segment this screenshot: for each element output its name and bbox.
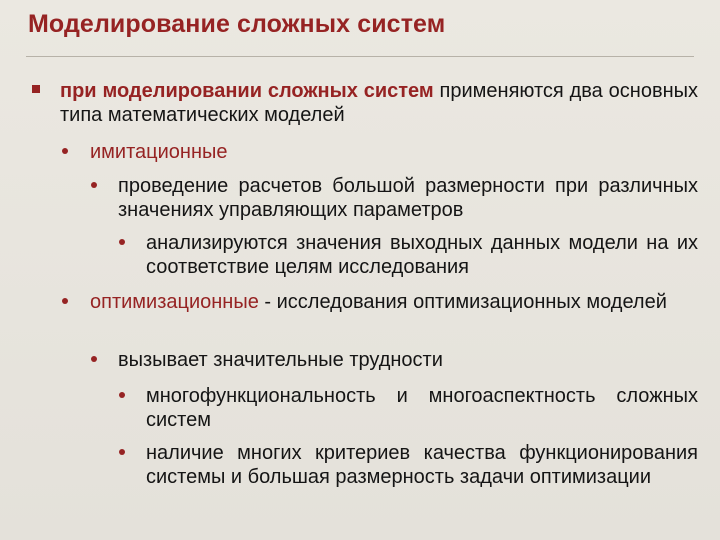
bullet-item-optimization: [90, 290, 698, 314]
dot-bullet-icon: [91, 182, 97, 188]
dot-bullet-icon: [119, 239, 125, 245]
square-bullet-icon: [32, 85, 40, 93]
separator-dash: -: [258, 291, 277, 313]
bullet-label: имитационные: [90, 141, 228, 163]
bullet-text: многофункциональность и многоаспектность сложных систем: [146, 385, 698, 431]
bullet-text: применяются два основных типа математических моделей: [60, 80, 699, 126]
bullet-text: вызывает значительные трудности: [118, 349, 443, 371]
emphasis-text: при моделировании сложных систем: [60, 80, 434, 102]
dot-bullet-icon: [62, 298, 68, 304]
slide-title: Моделирование сложных систем: [28, 10, 446, 38]
bullet-text: наличие многих критериев качества функционирования системы и большая размерность задачи оптимизации: [146, 442, 698, 488]
dot-bullet-icon: [119, 449, 125, 455]
bullet-item-types: [60, 79, 698, 127]
bullet-item-criteria: [146, 441, 698, 489]
bullet-text: анализируются значения выходных данных модели на их соответствие целям исследования: [146, 232, 698, 278]
bullet-item-difficulties: [118, 348, 698, 372]
title-divider: [26, 56, 694, 57]
bullet-label: оптимизационные: [90, 291, 259, 313]
bullet-item-analysis: [146, 231, 698, 279]
dot-bullet-icon: [119, 392, 125, 398]
bullet-item-simulation: [90, 140, 698, 164]
bullet-item-multifunctionality: [146, 384, 698, 432]
bullet-item-calculations: [118, 174, 698, 222]
dot-bullet-icon: [91, 356, 97, 362]
bullet-text: исследования оптимизационных моделей: [276, 291, 667, 313]
dot-bullet-icon: [62, 148, 68, 154]
bullet-text: проведение расчетов большой размерности при различных значениях управляющих параметров: [118, 175, 698, 221]
